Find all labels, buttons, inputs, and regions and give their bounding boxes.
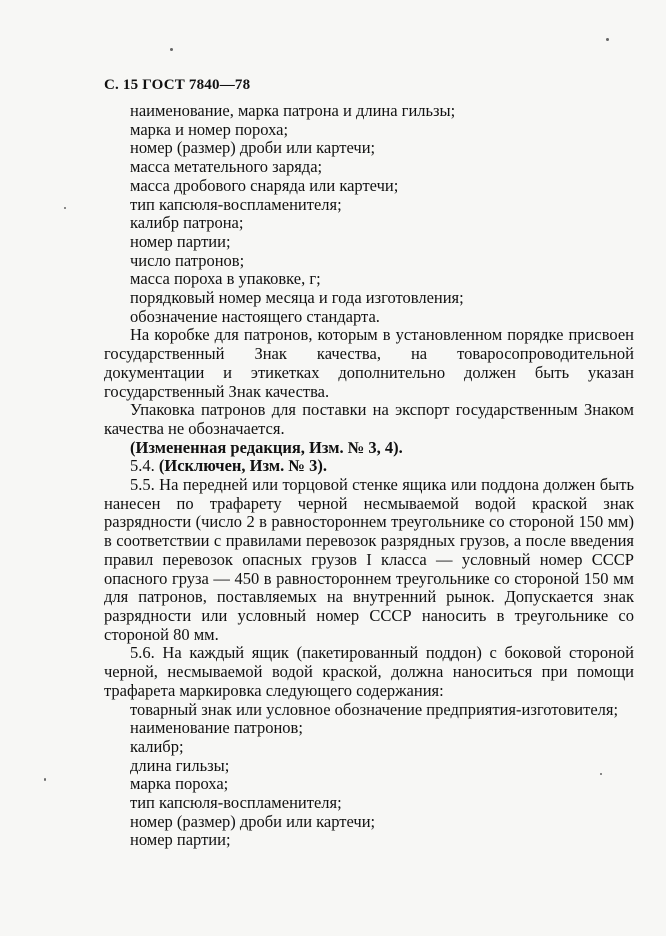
list-item: тип капсюля-воспламенителя; bbox=[130, 194, 342, 214]
list-item: номер партии; bbox=[130, 231, 231, 251]
item-text: На передней или торцовой стенке ящика или поддона должен быть нанесен по трафарету черной несмываемой водой краской знак разрядности (число 2 в равностороннем треугольнике со стороной 150 мм) в соответствии с правилами перевозок разрядных грузов, а после введения правил перевозок опасных грузов I класса — условный номер СССР опасного груза — 450 в равностороннем треугольнике со стороной 150 мм для патронов, поставляемых на внутренний рынок. Допускается знак разрядности или условный номер СССР наносить в треугольнике со стороной 80 мм. bbox=[104, 475, 635, 644]
list-item: масса пороха в упаковке, г; bbox=[130, 269, 321, 289]
amendment-note: (Измененная редакция, Изм. № 3, 4). bbox=[130, 437, 403, 457]
item-text: (Исключен, Изм. № 3). bbox=[158, 456, 327, 476]
scan-speck bbox=[44, 778, 46, 781]
paragraph-quality-mark: На коробке для патронов, которым в установленном порядке присвоен государственный Знак качества, на товаросопроводительной документации и этикетках дополнительно должен быть указан государственный Знак качества. bbox=[104, 325, 634, 401]
document-body bbox=[104, 102, 634, 850]
list-item: наименование, марка патрона и длина гильзы; bbox=[130, 101, 456, 120]
item-text: На каждый ящик (пакетированный поддон) с боковой стороной черной, несмываемой водой краской, должна наноситься при помощи трафарета маркировка следующего содержания: bbox=[104, 643, 634, 700]
item-number: 5.4. bbox=[130, 456, 155, 476]
item-5-5 bbox=[104, 476, 634, 644]
list-item: порядковый номер месяца и года изготовления; bbox=[130, 288, 464, 308]
list-item: тип капсюля-воспламенителя; bbox=[130, 793, 342, 813]
paragraph-export: Упаковка патронов для поставки на экспорт государственным Знаком качества не обозначается. bbox=[104, 400, 634, 438]
list-item: обозначение настоящего стандарта. bbox=[130, 306, 380, 326]
list-item: номер (размер) дроби или картечи; bbox=[130, 138, 376, 158]
scan-speck bbox=[64, 207, 66, 209]
list-item: длина гильзы; bbox=[130, 755, 230, 775]
list-item: калибр; bbox=[130, 736, 184, 756]
list-item: масса дробового снаряда или картечи; bbox=[130, 175, 399, 195]
item-number: 5.6. bbox=[130, 643, 155, 663]
list-item: товарный знак или условное обозначение предприятия-изготовителя; bbox=[130, 699, 619, 719]
list-item: калибр патрона; bbox=[130, 213, 244, 233]
scan-speck bbox=[606, 38, 609, 41]
list-item: число патронов; bbox=[130, 250, 245, 270]
list-item: номер партии; bbox=[130, 830, 231, 850]
list-item: номер (размер) дроби или картечи; bbox=[130, 811, 376, 831]
item-5-4 bbox=[104, 457, 634, 476]
list-item: масса метательного заряда; bbox=[130, 157, 323, 177]
scan-speck bbox=[170, 48, 173, 51]
marking-list-box bbox=[104, 102, 634, 326]
crate-marking-list bbox=[104, 701, 634, 851]
item-number: 5.5. bbox=[130, 475, 155, 495]
page-header: С. 15 ГОСТ 7840—78 bbox=[104, 77, 251, 93]
item-5-6 bbox=[104, 644, 634, 700]
list-item: марка и номер пороха; bbox=[130, 119, 289, 139]
list-item: марка пороха; bbox=[130, 774, 229, 794]
list-item: наименование патронов; bbox=[130, 718, 303, 738]
